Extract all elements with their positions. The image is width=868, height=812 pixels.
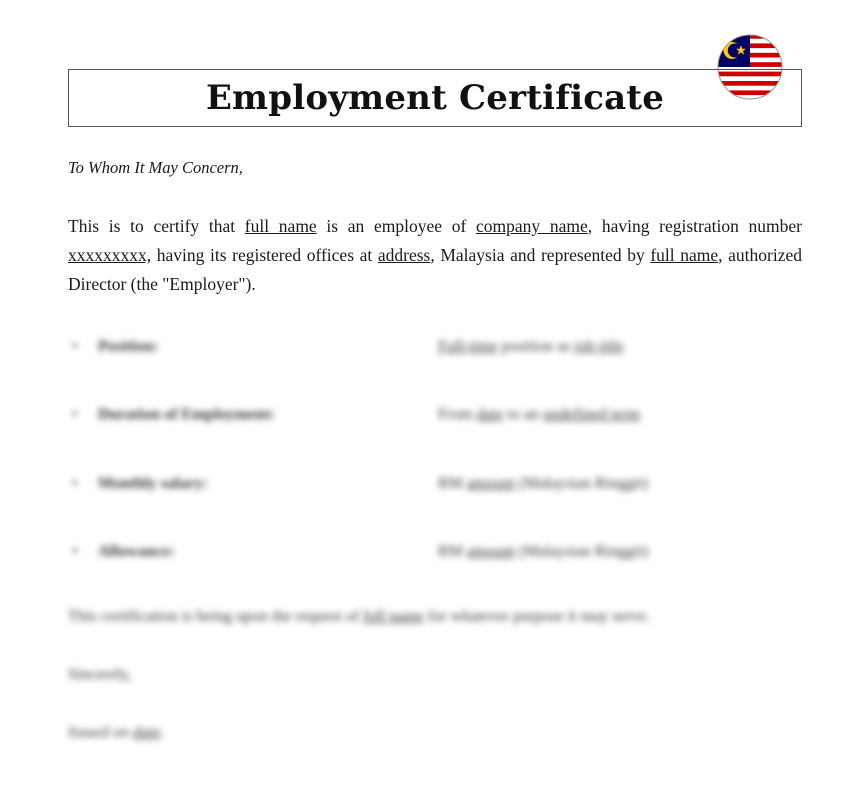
intro-text: This is to certify that [68,216,245,236]
intro-text: is an employee of [316,216,476,236]
value-text: RM [438,475,467,492]
company-name-field: company name [476,216,588,236]
bullet: • [72,543,78,560]
detail-label: Duration of Employment: [98,406,275,423]
detail-allowance [68,543,802,567]
intro-paragraph [68,212,802,299]
value-text: position as [497,338,575,355]
intro-text: , having registration number [587,216,803,236]
sincerely: Sincerely, [68,666,132,683]
detail-label: Monthly salary: [98,475,208,492]
value-field: amount [466,543,515,560]
bullet: • [72,475,78,492]
address-field: address [377,245,431,265]
value-field: amount [466,475,515,492]
value-text: (Malaysian Ringgit) [514,475,649,492]
detail-value [438,338,624,356]
detail-label: Allowance: [98,543,175,560]
issued-text: Issued on [68,724,133,741]
detail-salary [68,475,802,499]
director-name-field: full name [650,245,719,265]
issued-date-field: date [132,724,161,741]
value-text: to an [503,406,543,423]
value-field: Full-time [438,338,498,355]
employee-name-field: full name [244,216,317,236]
title-box [68,69,802,127]
detail-position [68,338,802,362]
closing-text: for whatever purpose it may serve. [423,608,651,625]
value-text: (Malaysian Ringgit) [514,543,649,560]
detail-value [438,543,648,561]
issued-line [68,724,164,742]
intro-text: , Malaysia and represented by [430,245,651,265]
value-field: job title [574,338,624,355]
intro-text: having its registered offices at [151,245,378,265]
detail-value [438,475,648,493]
value-field: undefined term [542,406,641,423]
detail-value [438,406,640,424]
value-text: From [438,406,477,423]
closing-text: This certification is being upon the request of [68,608,364,625]
bullet: • [72,406,78,423]
salutation: To Whom It May Concern, [68,158,243,177]
page-title: Employment Certificate [205,78,665,118]
intro-text: , authorized Director (the "Employer"). [68,245,802,294]
detail-duration [68,406,802,430]
registration-number-field: xxxxxxxxx, [68,245,152,265]
issued-text: . [160,724,165,741]
value-text: RM [438,543,467,560]
closing-paragraph [68,608,650,626]
bullet: • [72,338,78,355]
value-field: date [476,406,504,423]
detail-label: Position: [98,338,159,355]
requester-name-field: full name [363,608,424,625]
